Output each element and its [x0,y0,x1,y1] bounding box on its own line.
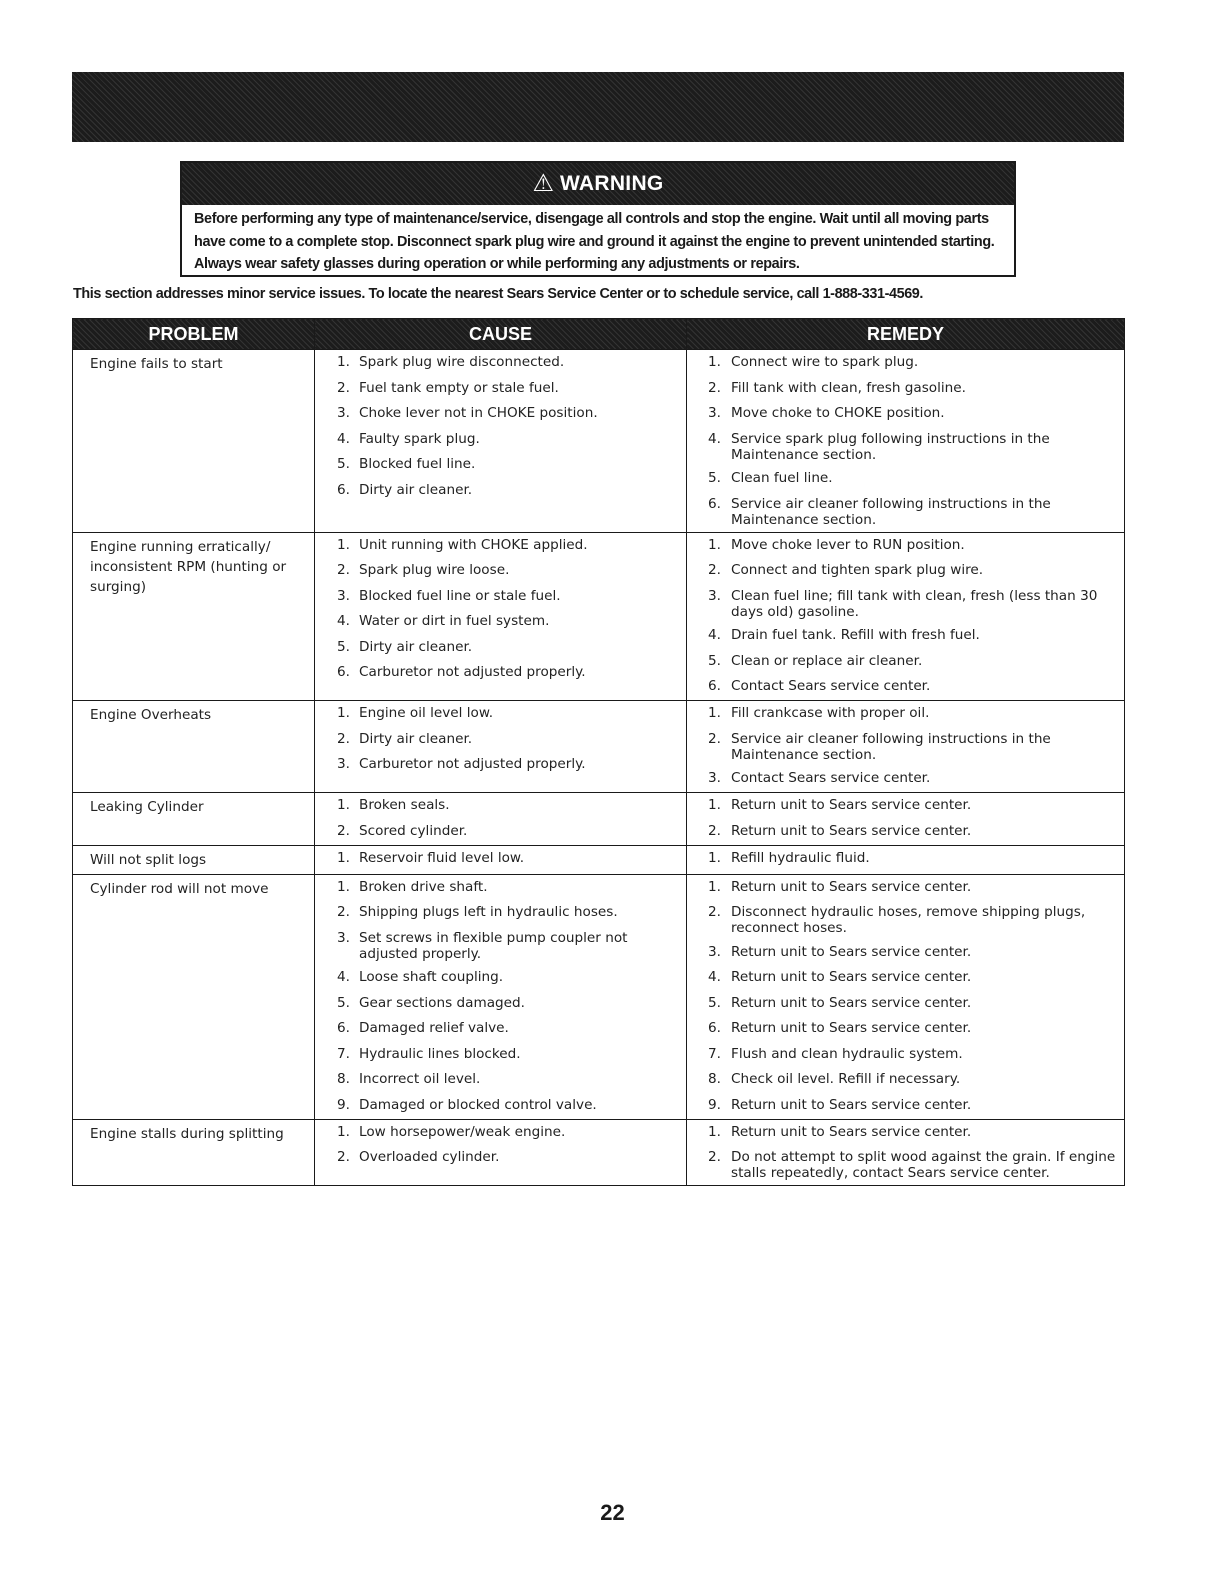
remedy-text: Contact Sears service center. [731,678,931,694]
remedy-list [687,705,1124,788]
warning-line: have come to a complete stop. Disconnect spark plug wire and ground it against the engine to prevent unintended starting. [194,233,995,250]
item-number: 2. [337,904,350,920]
remedy-item [687,1020,1124,1038]
item-number: 1. [708,878,721,895]
cause-item [315,930,686,962]
item-number: 2. [708,822,721,839]
table-header-row [73,319,1125,350]
cause-text: Hydraulic lines blocked. [359,1045,521,1062]
cause-item [315,850,686,868]
cause-item [315,664,686,682]
cause-item [315,354,686,372]
cause-text: Engine oil level low. [359,705,494,721]
item-number: 6. [337,481,350,498]
item-number: 3. [708,587,721,604]
cause-list [315,1124,686,1168]
cause-cell [315,793,687,846]
cause-item [315,380,686,398]
item-number: 2. [708,562,721,578]
remedy-text: Clean fuel line; fill tank with clean, fresh (less than 30 days old) gasoline. [731,587,1098,620]
cause-text: Fuel tank empty or stale fuel. [359,379,559,396]
problem-cell: Will not split logs [73,845,315,874]
remedy-list [687,850,1124,868]
item-number: 1. [337,1123,350,1140]
remedy-text: Fill tank with clean, fresh gasoline. [731,379,966,396]
item-number: 3. [708,770,721,786]
cause-text: Faulty spark plug. [359,430,480,447]
cause-item [315,969,686,987]
cause-item [315,879,686,897]
top-banner [72,72,1124,142]
item-number: 6. [708,495,721,512]
remedy-item [687,1071,1124,1089]
cause-item [315,731,686,749]
remedy-item [687,705,1124,723]
cause-item [315,639,686,657]
remedy-text: Service air cleaner following instructions in the Maintenance section. [731,730,1051,763]
remedy-item [687,879,1124,897]
remedy-text: Contact Sears service center. [731,770,931,786]
cause-text: Carburetor not adjusted properly. [359,664,586,680]
remedy-item [687,537,1124,555]
remedy-item [687,770,1124,788]
table-row [73,701,1125,793]
remedy-list [687,537,1124,697]
cause-text: Damaged relief valve. [359,1020,509,1036]
cause-cell [315,701,687,793]
cause-text: Spark plug wire loose. [359,562,510,578]
cause-item [315,823,686,841]
remedy-text: Return unit to Sears service center. [731,943,972,960]
item-number: 2. [708,379,721,396]
remedy-text: Flush and clean hydraulic system. [731,1045,963,1062]
remedy-text: Return unit to Sears service center. [731,994,972,1011]
cause-text: Carburetor not adjusted properly. [359,756,586,772]
cause-text: Gear sections damaged. [359,994,525,1011]
cause-text: Broken drive shaft. [359,878,488,895]
problem-cell: Engine fails to start [73,350,315,533]
cause-text: Reservoir fluid level low. [359,849,525,866]
item-number: 7. [708,1045,721,1062]
remedy-item [687,969,1124,987]
cause-item [315,1097,686,1115]
warning-line: Always wear safety glasses during operation or while performing any adjustments or repairs. [194,256,800,272]
cause-text: Dirty air cleaner. [359,481,473,498]
troubleshooting-table [72,318,1125,1186]
remedy-text: Clean or replace air cleaner. [731,652,923,669]
item-number: 1. [708,797,721,813]
remedy-cell [687,532,1125,701]
cause-text: Set screws in flexible pump coupler not adjusted properly. [359,929,628,962]
cause-item [315,756,686,774]
table-row [73,845,1125,874]
cause-text: Blocked fuel line or stale fuel. [359,587,561,604]
remedy-text: Return unit to Sears service center. [731,878,972,895]
item-number: 8. [337,1071,350,1087]
cause-item [315,456,686,474]
remedy-item [687,1097,1124,1115]
item-number: 9. [337,1096,350,1113]
cause-item [315,482,686,500]
remedy-item [687,850,1124,868]
cause-text: Dirty air cleaner. [359,638,473,655]
remedy-item [687,405,1124,423]
item-number: 3. [337,587,350,604]
remedy-text: Connect wire to spark plug. [731,354,919,370]
remedy-cell [687,874,1125,1119]
remedy-cell [687,350,1125,533]
item-number: 1. [337,536,350,553]
cause-item [315,1046,686,1064]
remedy-text: Move choke to CHOKE position. [731,405,945,421]
cause-text: Dirty air cleaner. [359,730,473,747]
item-number: 2. [708,1149,721,1165]
cause-text: Blocked fuel line. [359,456,476,472]
intro-text: This section addresses minor service issues. To locate the nearest Sears Service Center or to schedule service, call 1-888-331-4569. [73,286,923,302]
item-number: 2. [337,562,350,578]
item-number: 4. [337,613,350,629]
item-number: 3. [337,405,350,421]
cause-cell [315,350,687,533]
remedy-text: Fill crankcase with proper oil. [731,705,930,721]
remedy-list [687,797,1124,841]
table-row [73,532,1125,701]
remedy-item [687,354,1124,372]
warning-header [182,163,1014,205]
cause-item [315,405,686,423]
remedy-item [687,588,1124,620]
cause-item [315,613,686,631]
item-number: 1. [708,354,721,370]
item-number: 6. [708,678,721,694]
remedy-text: Return unit to Sears service center. [731,1020,972,1036]
item-number: 1. [337,878,350,895]
remedy-item [687,653,1124,671]
item-number: 3. [337,929,350,946]
header-problem: PROBLEM [73,319,315,350]
item-number: 8. [708,1071,721,1087]
cause-text: Low horsepower/weak engine. [359,1123,566,1140]
warning-text [182,205,1014,276]
item-number: 2. [337,1149,350,1165]
cause-text: Water or dirt in fuel system. [359,613,550,629]
remedy-text: Check oil level. Refill if necessary. [731,1071,961,1087]
warning-title: WARNING [559,172,664,195]
remedy-item [687,944,1124,962]
remedy-item [687,1149,1124,1181]
remedy-text: Connect and tighten spark plug wire. [731,562,984,578]
header-cause: CAUSE [315,319,687,350]
item-number: 3. [708,943,721,960]
table-row [73,874,1125,1119]
problem-cell: Engine stalls during splitting [73,1119,315,1186]
remedy-cell [687,1119,1125,1186]
remedy-item [687,562,1124,580]
table-row [73,793,1125,846]
item-number: 2. [337,379,350,396]
cause-cell [315,874,687,1119]
cause-cell [315,845,687,874]
remedy-item [687,1124,1124,1142]
item-number: 4. [337,969,350,985]
header-remedy: REMEDY [687,319,1125,350]
item-number: 6. [337,1020,350,1036]
remedy-text: Return unit to Sears service center. [731,1096,972,1113]
cause-text: Loose shaft coupling. [359,969,504,985]
cause-item [315,431,686,449]
item-number: 9. [708,1096,721,1113]
item-number: 5. [708,470,721,486]
item-number: 1. [337,849,350,866]
item-number: 3. [708,405,721,421]
item-number: 5. [708,994,721,1011]
remedy-item [687,627,1124,645]
remedy-text: Return unit to Sears service center. [731,969,972,985]
cause-item [315,797,686,815]
cause-item [315,705,686,723]
item-number: 2. [708,730,721,747]
remedy-cell [687,845,1125,874]
remedy-text: Service air cleaner following instructions in the Maintenance section. [731,495,1051,528]
item-number: 3. [337,756,350,772]
problem-cell: Engine running erratically/ inconsistent RPM (hunting or surging) [73,532,315,701]
item-number: 1. [708,536,721,553]
cause-list [315,354,686,500]
remedy-item [687,823,1124,841]
remedy-text: Return unit to Sears service center. [731,797,972,813]
table-row [73,1119,1125,1186]
cause-text: Spark plug wire disconnected. [359,354,565,370]
remedy-text: Do not attempt to split wood against the grain. If engine stalls repeatedly, contact Sears service center. [731,1149,1116,1181]
cause-text: Broken seals. [359,797,450,813]
remedy-item [687,1046,1124,1064]
cause-item [315,1124,686,1142]
cause-text: Choke lever not in CHOKE position. [359,405,598,421]
remedy-text: Return unit to Sears service center. [731,1123,972,1140]
warning-box [180,161,1016,277]
item-number: 5. [337,638,350,655]
item-number: 5. [708,652,721,669]
item-number: 4. [708,430,721,447]
cause-item [315,1149,686,1167]
remedy-item [687,995,1124,1013]
cause-text: Scored cylinder. [359,822,468,839]
cause-item [315,588,686,606]
remedy-item [687,470,1124,488]
cause-text: Damaged or blocked control valve. [359,1096,597,1113]
item-number: 5. [337,994,350,1011]
remedy-item [687,678,1124,696]
remedy-text: Disconnect hydraulic hoses, remove shipping plugs, reconnect hoses. [731,904,1086,936]
cause-text: Unit running with CHOKE applied. [359,536,588,553]
remedy-text: Service spark plug following instructions in the Maintenance section. [731,430,1050,463]
cause-item [315,1071,686,1089]
remedy-item [687,731,1124,763]
item-number: 1. [708,1123,721,1140]
cause-list [315,537,686,683]
table-body [73,350,1125,1186]
item-number: 1. [337,705,350,721]
item-number: 1. [708,849,721,866]
problem-cell: Cylinder rod will not move [73,874,315,1119]
cause-text: Shipping plugs left in hydraulic hoses. [359,904,618,920]
item-number: 2. [337,730,350,747]
remedy-item [687,496,1124,528]
cause-item [315,904,686,922]
item-number: 4. [708,627,721,643]
cause-list [315,879,686,1115]
cause-list [315,850,686,868]
cause-cell [315,532,687,701]
item-number: 4. [708,969,721,985]
remedy-text: Refill hydraulic fluid. [731,849,870,866]
cause-text: Incorrect oil level. [359,1071,481,1087]
problem-cell: Leaking Cylinder [73,793,315,846]
warning-line: Before performing any type of maintenance/service, disengage all controls and stop the engine. Wait until all moving parts [194,211,989,227]
item-number: 4. [337,430,350,447]
remedy-list [687,1124,1124,1182]
page-number: 22 [600,1500,625,1525]
cause-item [315,995,686,1013]
item-number: 1. [708,705,721,721]
remedy-item [687,797,1124,815]
table-row [73,350,1125,533]
item-number: 6. [708,1020,721,1036]
remedy-text: Move choke lever to RUN position. [731,536,965,553]
cause-list [315,705,686,774]
remedy-item [687,431,1124,463]
cause-item [315,537,686,555]
remedy-text: Drain fuel tank. Refill with fresh fuel. [731,627,980,643]
cause-item [315,562,686,580]
cause-item [315,1020,686,1038]
warning-triangle-icon: ⚠ [532,170,554,197]
item-number: 7. [337,1045,350,1062]
remedy-item [687,904,1124,936]
item-number: 2. [708,904,721,920]
item-number: 1. [337,354,350,370]
cause-cell [315,1119,687,1186]
problem-cell: Engine Overheats [73,701,315,793]
item-number: 1. [337,797,350,813]
remedy-item [687,380,1124,398]
remedy-cell [687,793,1125,846]
remedy-list [687,354,1124,528]
cause-text: Overloaded cylinder. [359,1149,500,1165]
remedy-list [687,879,1124,1115]
item-number: 6. [337,664,350,680]
item-number: 2. [337,822,350,839]
remedy-text: Return unit to Sears service center. [731,822,972,839]
item-number: 5. [337,456,350,472]
remedy-cell [687,701,1125,793]
cause-list [315,797,686,841]
remedy-text: Clean fuel line. [731,470,833,486]
